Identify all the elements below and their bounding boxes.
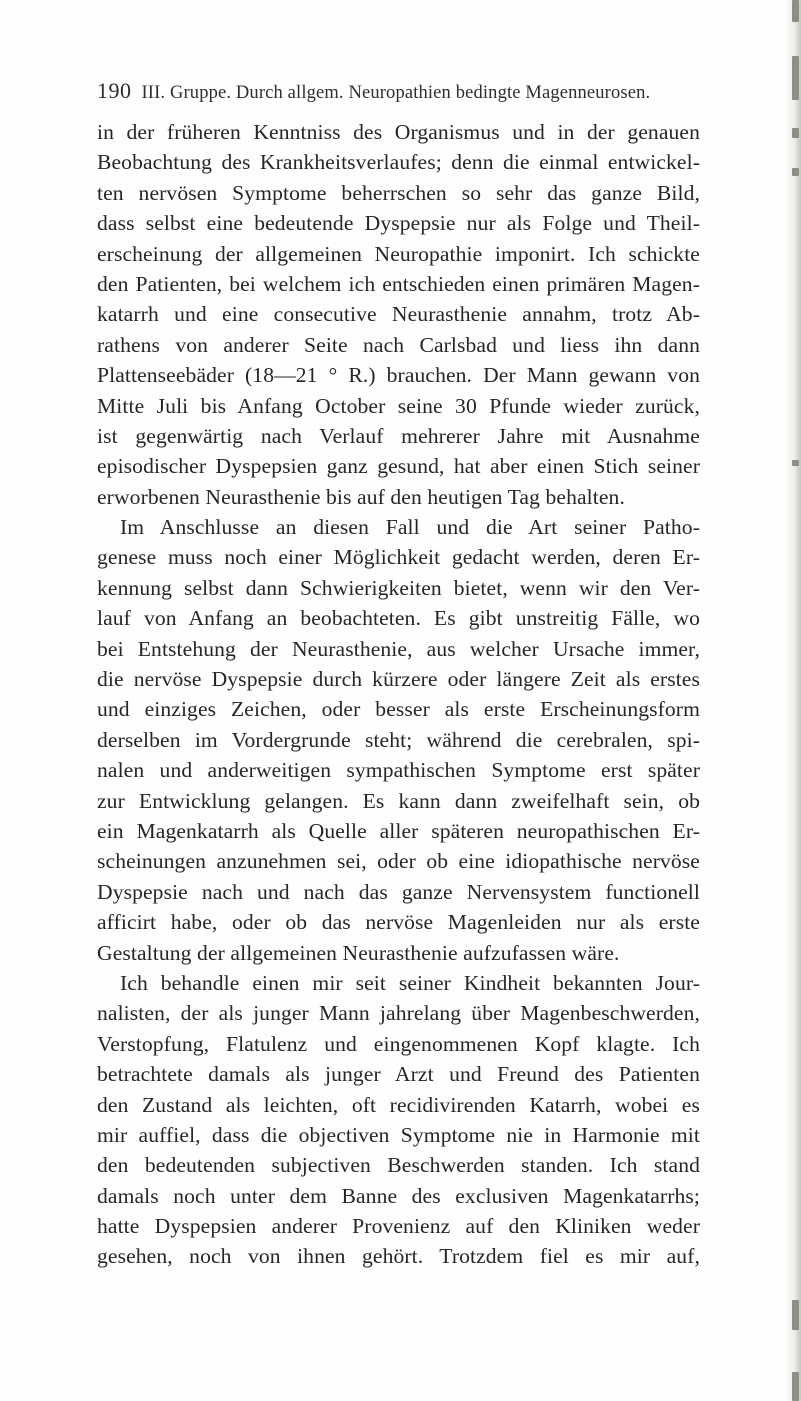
text-line: Mitte Juli bis Anfang October seine 30 Pfunde wieder zurück, [97,393,700,418]
text-line: erscheinung der allgemeinen Neuropathie imponirt. Ich schickte [97,241,700,266]
text-line: mir auffiel, dass die objectiven Symptome nie in Harmonie mit [97,1122,700,1147]
text-line: Dyspepsie nach und nach das ganze Nervensystem functionell [97,879,700,904]
text-line: dass selbst eine bedeutende Dyspepsie nur als Folge und Theil- [97,211,700,236]
text-line: ein Magenkatarrh als Quelle aller späteren neuropathischen Er- [97,818,700,843]
text-line: den bedeutenden subjectiven Beschwerden standen. Ich stand [97,1153,700,1178]
text-line: ist gegenwärtig nach Verlauf mehrerer Jahre mit Ausnahme [97,423,700,448]
text-line: nalisten, der als junger Mann jahrelang über Magenbeschwerden, [97,1001,700,1026]
page-edge-mark [792,56,799,100]
page-edge-mark [792,128,799,138]
text-line: lauf von Anfang an beobachteten. Es gibt unstreitig Fälle, wo [97,606,700,631]
text-line: bei Entstehung der Neurasthenie, aus welcher Ursache immer, [97,636,700,661]
text-line: in der früheren Kenntniss des Organismus und in der genauen [97,120,700,144]
running-head: III. Gruppe. Durch allgem. Neuropathien bedingte Magenneurosen. [141,83,651,103]
text-line: den Zustand als leichten, oft recidivirenden Katarrh, wobei es [97,1092,700,1117]
text-line: hatte Dyspepsien anderer Provenienz auf den Kliniken weder [97,1214,700,1239]
page-edge-mark [792,0,799,22]
text-line: nalen und anderweitigen sympathischen Symptome erst später [97,758,700,783]
text-line: betrachtete damals als junger Arzt und Freund des Patienten [97,1062,700,1087]
text-line: afficirt habe, oder ob das nervöse Magenleiden nur als erste [97,910,700,935]
text-line: derselben im Vordergrunde steht; während die cerebralen, spi- [97,727,700,752]
text-line: kennung selbst dann Schwierigkeiten bietet, wenn wir den Ver- [97,575,700,600]
page-edge-mark [792,1300,799,1330]
page-edge-shadow [785,0,801,1401]
page-edge-mark [792,168,799,176]
page-edge-mark [792,460,799,466]
page-edge-mark [792,1372,799,1401]
text-line: ten nervösen Symptome beherrschen so sehr das ganze Bild, [97,180,700,205]
text-line: Beobachtung des Krankheitsverlaufes; denn die einmal entwickel- [97,150,700,175]
text-line: scheinungen anzunehmen sei, oder ob eine idiopathische nervöse [97,849,700,874]
text-line: gesehen, noch von ihnen gehört. Trotzdem fiel es mir auf, [97,1244,700,1269]
text-line: zur Entwicklung gelangen. Es kann dann zweifelhaft sein, ob [97,788,700,813]
text-line: erworbenen Neurasthenie bis auf den heutigen Tag behalten. [97,484,625,509]
body-text [97,117,700,1272]
text-line: den Patienten, bei welchem ich entschieden einen primären Magen- [97,271,700,296]
page-header [97,78,697,108]
paragraph-start-line: Im Anschlusse an diesen Fall und die Art seiner Patho- [120,515,700,540]
text-line: Gestaltung der allgemeinen Neurasthenie aufzufassen wäre. [97,940,620,965]
text-line: rathens von anderer Seite nach Carlsbad und liess ihn dann [97,332,700,357]
text-line: und einziges Zeichen, oder besser als erste Erscheinungsform [97,697,700,722]
text-line: Plattenseebäder (18—21 ° R.) brauchen. Der Mann gewann von [97,363,700,388]
text-line: Verstopfung, Flatulenz und eingenommenen Kopf klagte. Ich [97,1031,700,1056]
text-line: genese muss noch einer Möglichkeit gedacht werden, deren Er- [97,545,700,570]
text-line: katarrh und eine consecutive Neurasthenie annahm, trotz Ab- [97,302,700,327]
paragraph-start-line: Ich behandle einen mir seit seiner Kindheit bekannten Jour- [120,970,700,995]
text-line: episodischer Dyspepsien ganz gesund, hat aber einen Stich seiner [97,454,700,479]
page-number: 190 [97,78,132,103]
text-line: damals noch unter dem Banne des exclusiven Magenkatarrhs; [97,1183,700,1208]
text-line: die nervöse Dyspepsie durch kürzere oder längere Zeit als erstes [97,667,700,692]
